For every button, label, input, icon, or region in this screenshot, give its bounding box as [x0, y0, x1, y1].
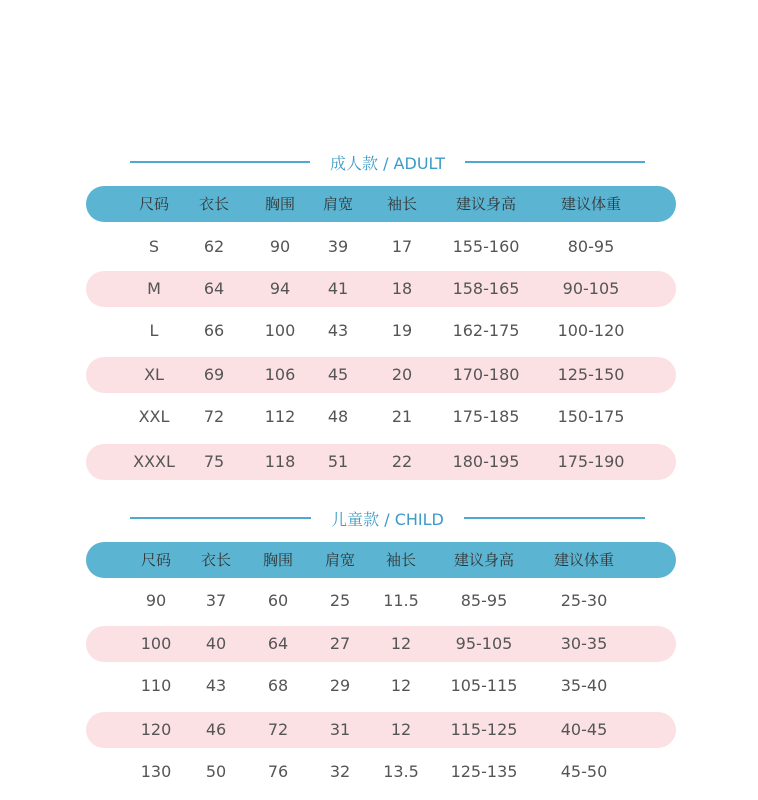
header-cell-weight: 建议体重 — [553, 551, 615, 569]
title-divider-right — [465, 161, 645, 163]
cell-height: 158-165 — [452, 279, 520, 298]
table-row — [86, 712, 676, 748]
cell-chest: 112 — [264, 407, 296, 426]
cell-weight: 100-120 — [557, 321, 625, 340]
cell-shoulder: 48 — [327, 407, 349, 426]
cell-sleeve: 12 — [390, 676, 412, 695]
cell-shoulder: 27 — [329, 634, 351, 653]
title-divider-left — [130, 161, 310, 163]
cell-chest: 64 — [267, 634, 289, 653]
header-cell-sleeve: 袖长 — [386, 195, 418, 213]
cell-height: 105-115 — [450, 676, 518, 695]
table-row — [86, 357, 676, 393]
cell-height: 175-185 — [452, 407, 520, 426]
header-cell-chest: 胸围 — [262, 551, 294, 569]
cell-height: 180-195 — [452, 452, 520, 471]
cell-weight: 45-50 — [560, 762, 608, 781]
cell-height: 162-175 — [452, 321, 520, 340]
header-cell-length: 衣长 — [200, 551, 232, 569]
cell-sleeve: 17 — [391, 237, 413, 256]
cell-size: XL — [144, 365, 164, 384]
adult-title-text: 成人款 / ADULT — [329, 153, 446, 173]
header-cell-height: 建议身高 — [455, 195, 517, 213]
cell-sleeve: 18 — [391, 279, 413, 298]
cell-size: 90 — [145, 591, 167, 610]
header-cell-size: 尺码 — [138, 195, 170, 213]
header-cell-weight: 建议体重 — [560, 195, 622, 213]
cell-length: 64 — [203, 279, 225, 298]
cell-size: 100 — [140, 634, 172, 653]
cell-size: S — [148, 237, 160, 256]
cell-shoulder: 43 — [327, 321, 349, 340]
cell-height: 85-95 — [460, 591, 508, 610]
cell-weight: 25-30 — [560, 591, 608, 610]
header-cell-sleeve: 袖长 — [385, 551, 417, 569]
table-row — [86, 444, 676, 480]
child-title-text: 儿童款 / CHILD — [331, 509, 444, 529]
cell-height: 115-125 — [450, 720, 518, 739]
cell-size: XXXL — [133, 452, 175, 471]
cell-sleeve: 11.5 — [383, 591, 419, 610]
cell-length: 69 — [203, 365, 225, 384]
cell-chest: 118 — [264, 452, 296, 471]
cell-shoulder: 51 — [327, 452, 349, 471]
header-cell-height: 建议身高 — [453, 551, 515, 569]
cell-length: 43 — [205, 676, 227, 695]
table-row — [86, 229, 676, 265]
child-section-title — [130, 506, 645, 530]
cell-height: 125-135 — [450, 762, 518, 781]
title-divider-left — [130, 517, 311, 519]
cell-shoulder: 39 — [327, 237, 349, 256]
cell-size: 120 — [140, 720, 172, 739]
cell-sleeve: 19 — [391, 321, 413, 340]
cell-length: 62 — [203, 237, 225, 256]
cell-chest: 94 — [269, 279, 291, 298]
cell-shoulder: 41 — [327, 279, 349, 298]
cell-sleeve: 21 — [391, 407, 413, 426]
cell-shoulder: 32 — [329, 762, 351, 781]
cell-sleeve: 12 — [390, 634, 412, 653]
header-cell-shoulder: 肩宽 — [322, 195, 354, 213]
table-row — [86, 754, 676, 790]
cell-chest: 100 — [264, 321, 296, 340]
cell-weight: 150-175 — [557, 407, 625, 426]
cell-size: 130 — [140, 762, 172, 781]
table-header-row — [86, 186, 676, 222]
cell-weight: 35-40 — [560, 676, 608, 695]
cell-size: XXL — [138, 407, 170, 426]
cell-sleeve: 22 — [391, 452, 413, 471]
header-cell-shoulder: 肩宽 — [324, 551, 356, 569]
cell-shoulder: 45 — [327, 365, 349, 384]
header-cell-size: 尺码 — [140, 551, 172, 569]
cell-length: 46 — [205, 720, 227, 739]
table-row — [86, 626, 676, 662]
cell-length: 40 — [205, 634, 227, 653]
cell-sleeve: 12 — [390, 720, 412, 739]
cell-height: 95-105 — [455, 634, 513, 653]
header-cell-length: 衣长 — [198, 195, 230, 213]
cell-weight: 125-150 — [557, 365, 625, 384]
cell-length: 50 — [205, 762, 227, 781]
cell-weight: 90-105 — [562, 279, 620, 298]
cell-sleeve: 20 — [391, 365, 413, 384]
cell-weight: 80-95 — [567, 237, 615, 256]
cell-length: 37 — [205, 591, 227, 610]
adult-section-title — [130, 150, 645, 174]
cell-shoulder: 25 — [329, 591, 351, 610]
cell-size: 110 — [140, 676, 172, 695]
cell-shoulder: 29 — [329, 676, 351, 695]
cell-height: 170-180 — [452, 365, 520, 384]
cell-size: L — [149, 321, 159, 340]
cell-chest: 90 — [269, 237, 291, 256]
table-row — [86, 668, 676, 704]
cell-chest: 72 — [267, 720, 289, 739]
cell-weight: 175-190 — [557, 452, 625, 471]
cell-size: M — [147, 279, 161, 298]
cell-height: 155-160 — [452, 237, 520, 256]
cell-chest: 60 — [267, 591, 289, 610]
table-row — [86, 583, 676, 619]
cell-length: 66 — [203, 321, 225, 340]
cell-length: 75 — [203, 452, 225, 471]
cell-chest: 68 — [267, 676, 289, 695]
cell-chest: 76 — [267, 762, 289, 781]
cell-sleeve: 13.5 — [383, 762, 419, 781]
table-row — [86, 271, 676, 307]
cell-chest: 106 — [264, 365, 296, 384]
cell-weight: 30-35 — [560, 634, 608, 653]
title-divider-right — [464, 517, 645, 519]
cell-shoulder: 31 — [329, 720, 351, 739]
table-row — [86, 399, 676, 435]
cell-weight: 40-45 — [560, 720, 608, 739]
table-header-row — [86, 542, 676, 578]
header-cell-chest: 胸围 — [264, 195, 296, 213]
table-row — [86, 313, 676, 349]
cell-length: 72 — [203, 407, 225, 426]
